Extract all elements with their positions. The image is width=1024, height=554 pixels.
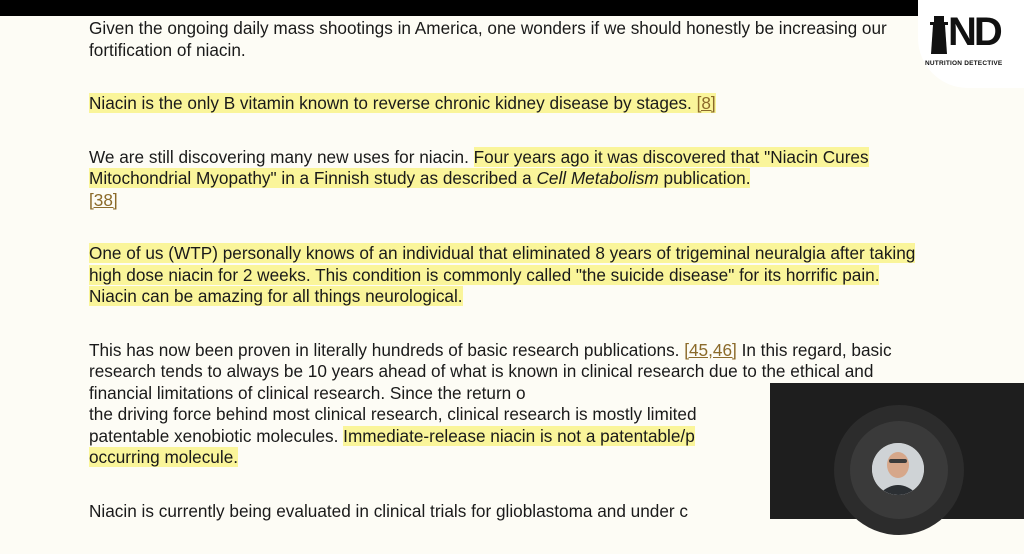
- logo-letters: ND: [948, 10, 1000, 54]
- video-overlay[interactable]: [770, 383, 1024, 519]
- logo-caption: NUTRITION DETECTIVE: [925, 60, 1003, 67]
- highlight: occurring molecule.: [89, 447, 239, 467]
- paragraph-4: [89, 243, 929, 308]
- paragraph-6: Niacin is currently being evaluated in clinical trials for glioblastoma and under c: [89, 500, 689, 521]
- paragraph-1: Given the ongoing daily mass shootings in America, one wonders if we should honestly be increasing our fortification of niacin.: [89, 18, 887, 60]
- paragraph-3: We are still discovering many new uses for niacin. Four years ago it was discovered that "Niacin Cures Mitochondrial Myopathy" in a Finnish study as described a Cell Metabolism publication. [38]: [89, 146, 869, 210]
- reference-link[interactable]: [45,46]: [684, 339, 737, 360]
- paragraph-2: [89, 93, 929, 115]
- highlight: Four years ago it was discovered that "Niacin Cures Mitochondrial Myopathy" in a Finnish study as described a Cell Metabolism publication.: [89, 146, 869, 188]
- highlight: Immediate-release niacin is not a patentable/p: [343, 425, 695, 446]
- paragraph-5: This has now been proven in literally hundreds of basic research publications. [45,46] In this regard, basic research tends to always be 10 years ahead of what is known in clinical research due to the ethical and financial limitations of clinical research. Since the return o the driving force behind most clinical research, clinical research is mostly limited patentable xenobiotic molecules. Immediate-release niacin is not a patentable/p occurring molecule.: [89, 339, 892, 467]
- avatar: [872, 443, 924, 495]
- reference-link[interactable]: [8]: [696, 93, 716, 113]
- highlight: Niacin is the only B vitamin known to reverse chronic kidney disease by stages. [8]: [89, 93, 716, 113]
- user-portrait-icon: [872, 443, 924, 495]
- highlight: One of us (WTP) personally knows of an individual that eliminated 8 years of trigeminal neuralgia after taking high dose niacin for 2 weeks. This condition is commonly called "the suicide disease" for its horrific pain. Niacin can be amazing for all things neurological.: [89, 243, 916, 306]
- detective-silhouette-icon: [928, 14, 950, 54]
- reference-link[interactable]: [38]: [89, 189, 118, 210]
- top-bar: [0, 0, 1024, 16]
- nutrition-detective-logo: [918, 0, 1024, 88]
